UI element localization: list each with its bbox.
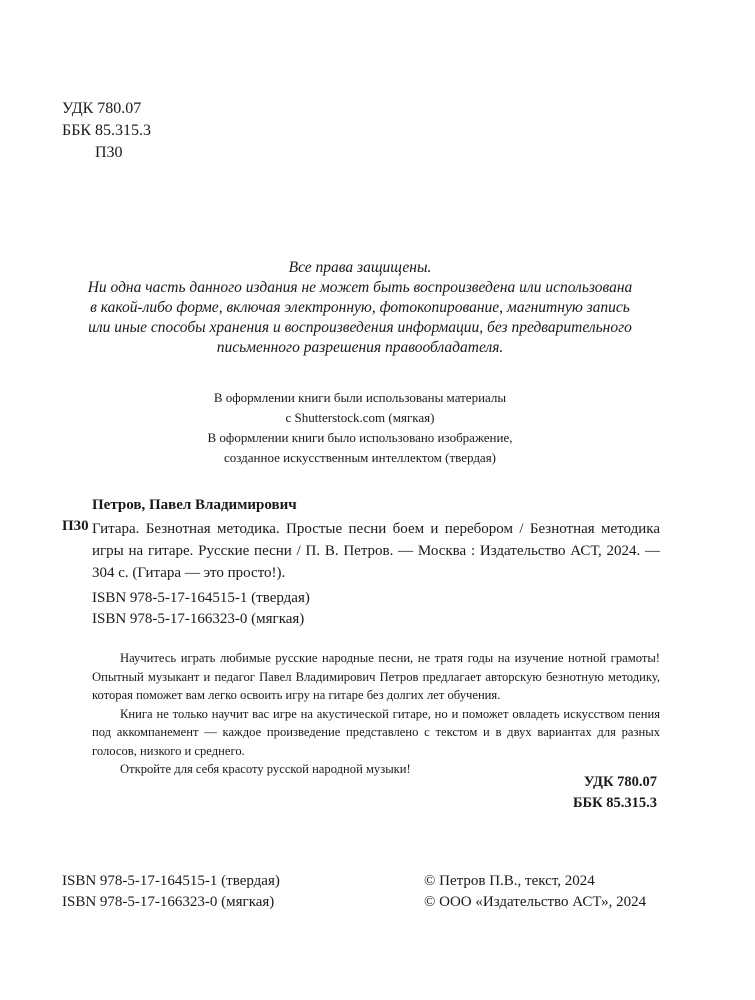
copyright-block: [424, 871, 646, 913]
bbk-code: ББК 85.315.3: [62, 122, 152, 139]
udk-code-bold: УДК 780.07: [583, 774, 657, 790]
catalog-author: Петров, Павел Владимирович: [92, 497, 297, 513]
author-sign: П30: [95, 144, 123, 161]
materials-line: В оформлении книги были использованы материалы: [213, 390, 507, 405]
rights-line: в какой-либо форме, включая электронную, фотокопирование, магнитную запись: [90, 299, 630, 316]
footer-isbn-hardcover: ISBN 978-5-17-164515-1 (твердая): [62, 873, 280, 889]
bbk-code-bold: ББК 85.315.3: [572, 795, 657, 811]
footer-isbn-softcover: ISBN 978-5-17-166323-0 (мягкая): [62, 894, 275, 910]
rights-line: письменного разрешения правообладателя.: [216, 339, 504, 356]
catalog-description: Гитара. Безнотная методика. Простые песни боем и перебором / Безнотная методика игры на гитаре. Русские песни / П. В. Петров. — Москва : Издательство АСТ, 2024. — 304 с. (Гитара — это просто!).: [92, 521, 660, 581]
materials-line: В оформлении книги было использовано изображение,: [207, 430, 513, 445]
classification-block: [62, 98, 151, 164]
rights-line: Все права защищены.: [288, 259, 432, 276]
copyright-publisher: © ООО «Издательство АСТ», 2024: [424, 894, 647, 910]
copyright-author: © Петров П.В., текст, 2024: [424, 873, 595, 889]
footer-isbn-list: [62, 871, 280, 913]
materials-notice: [120, 388, 600, 468]
materials-line: созданное искусственным интеллектом (твердая): [223, 450, 497, 465]
udk-code: УДК 780.07: [62, 100, 142, 117]
materials-line: с Shutterstock.com (мягкая): [285, 410, 435, 425]
annotation-paragraph: Книга не только научит вас игре на акустической гитаре, но и поможет овладеть искусством пения под аккомпанемент — каждое произведение представлено с текстом и в двух вариантах для разных голосов, низкого и среднего.: [92, 706, 660, 758]
isbn-softcover: ISBN 978-5-17-166323-0 (мягкая): [92, 611, 305, 627]
catalog-sign: П30: [62, 518, 89, 534]
isbn-hardcover: ISBN 978-5-17-164515-1 (твердая): [92, 590, 310, 606]
annotation-paragraph: Научитесь играть любимые русские народные песни, не тратя годы на изучение нотной грамоты! Опытный музыкант и педагог Павел Владимирович Петров предлагает авторскую безнотную методику, которая поможет вам легко освоить игру на гитаре без долгих лет обучения.: [92, 651, 660, 702]
catalog-codes: [573, 772, 657, 814]
rights-line: или иные способы хранения и воспроизведения информации, без предварительного: [88, 319, 632, 336]
catalog-isbn-list: [92, 588, 310, 630]
rights-notice: [40, 258, 680, 358]
annotation: [92, 649, 660, 779]
rights-line: Ни одна часть данного издания не может быть воспроизведена или использована: [87, 279, 633, 296]
annotation-paragraph: Откройте для себя красоту русской народной музыки!: [120, 762, 411, 776]
